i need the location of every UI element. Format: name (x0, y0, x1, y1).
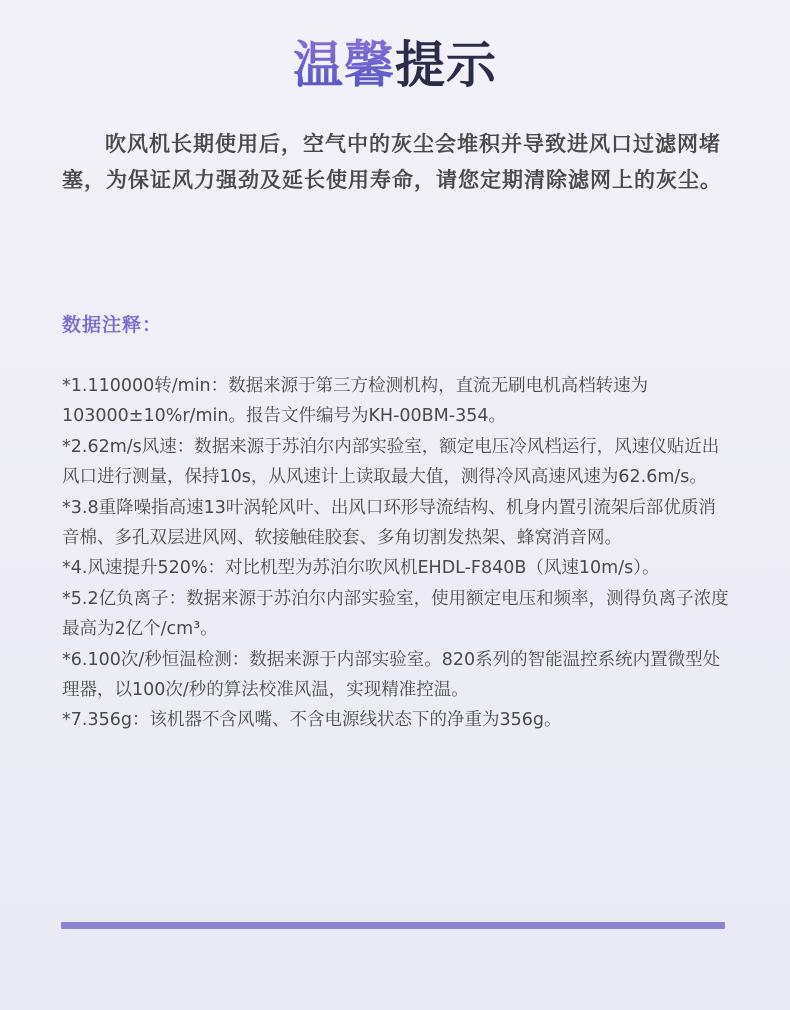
notes-heading: 数据注释： (62, 314, 163, 336)
bottom-divider (61, 922, 725, 929)
page-title-main: 提示 (395, 36, 497, 94)
page-title (0, 32, 790, 98)
note-item-7: *7.356g：该机器不含风嘴、不含电源线状态下的净重为356g。 (62, 710, 562, 731)
notes-list (62, 371, 732, 736)
intro-paragraph: 吹风机长期使用后，空气中的灰尘会堆积并导致进风口过滤网堵塞，为保证风力强劲及延长使用寿命，请您定期清除滤网上的灰尘。 (62, 132, 722, 192)
note-item-4: *4.风速提升520%：对比机型为苏泊尔吹风机EHDL-F840B（风速10m/s）。 (62, 558, 660, 579)
note-item-3: *3.8重降噪指高速13叶涡轮风叶、出风口环形导流结构、机身内置引流架后部优质消音棉、多孔双层进风网、软接触硅胶套、多角切割发热架、蜂窝消音网。 (62, 497, 716, 549)
note-item-1: *1.110000转/min：数据来源于第三方检测机构，直流无刷电机高档转速为103000±10%r/min。报告文件编号为KH-00BM-354。 (62, 376, 649, 427)
page-title-accent: 温馨 (293, 36, 395, 94)
note-item-5: *5.2亿负离子：数据来源于苏泊尔内部实验室，使用额定电压和频率，测得负离子浓度最高为2亿个/cm³。 (62, 588, 729, 640)
note-item-2: *2.62m/s风速：数据来源于苏泊尔内部实验室，额定电压冷风档运行，风速仪贴近出风口进行测量，保持10s，从风速计上读取最大值，测得冷风高速风速为62.6m/s。 (62, 436, 720, 488)
note-item-6: *6.100次/秒恒温检测：数据来源于内部实验室。820系列的智能温控系统内置微型处理器，以100次/秒的算法校准风温，实现精准控温。 (62, 649, 721, 701)
